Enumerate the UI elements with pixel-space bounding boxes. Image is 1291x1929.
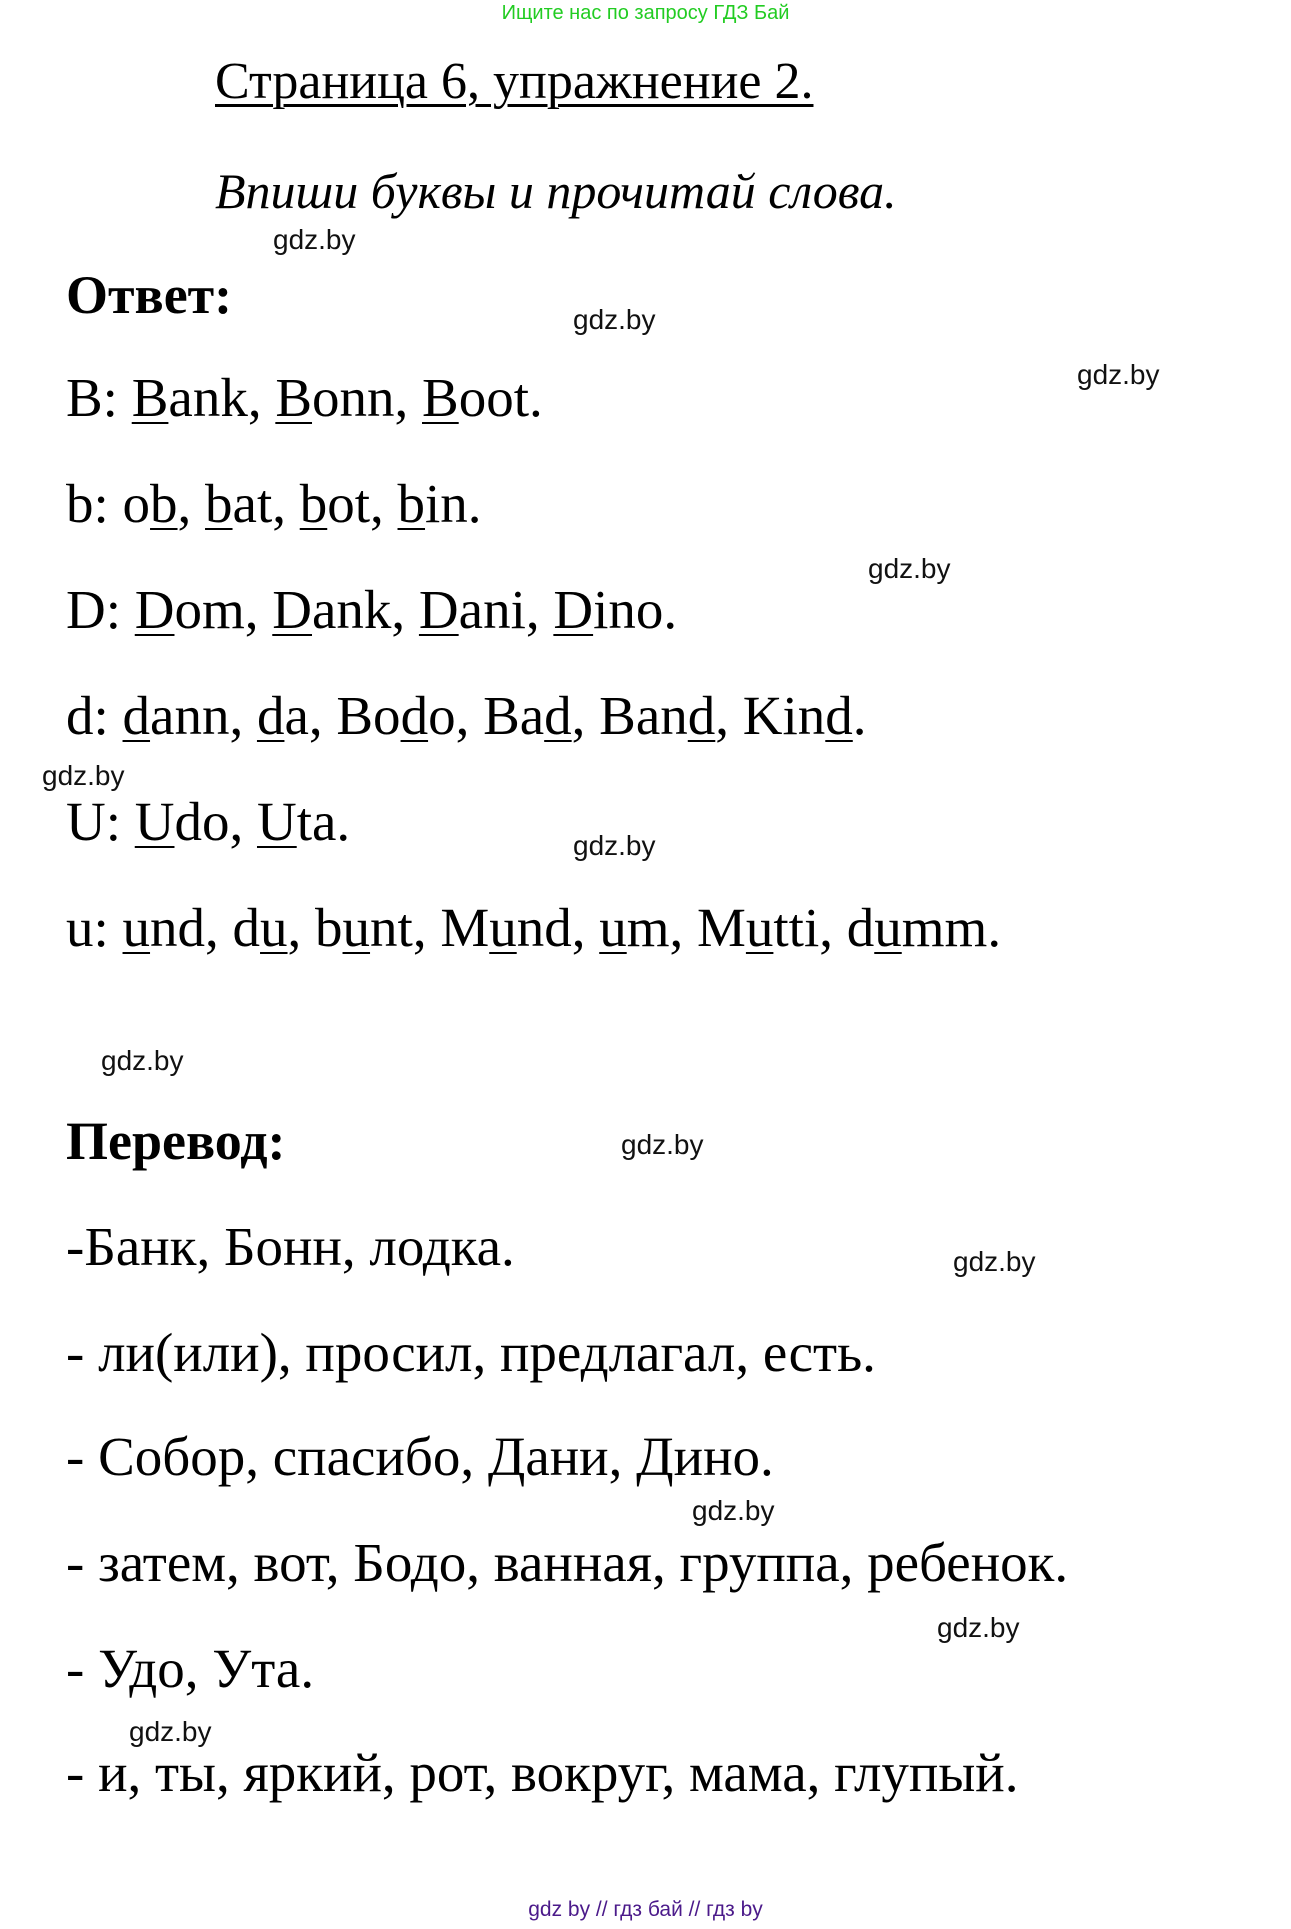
underlined-letter: d [825, 685, 853, 746]
watermark-text: gdz.by [573, 304, 656, 335]
underlined-letter: D [134, 579, 175, 640]
separator: , [308, 685, 337, 746]
word-suffix: nd [150, 897, 206, 958]
separator: , [525, 579, 554, 640]
answer-word [132, 367, 248, 428]
underlined-letter: b [205, 473, 233, 534]
line-label: d: [66, 685, 123, 746]
underlined-letter: b [299, 473, 328, 534]
line-end: . [987, 897, 1002, 958]
watermark-text: gdz.by [937, 1612, 1020, 1643]
word-prefix: b [315, 897, 343, 958]
answer-word [272, 579, 391, 640]
watermark-text: gdz.by [692, 1495, 775, 1526]
separator: , [391, 579, 419, 640]
separator: , [229, 791, 257, 852]
translation-line: - Собор, спасибо, Дани, Дино. [66, 1426, 774, 1487]
word-suffix: oot [458, 367, 529, 428]
separator: , [205, 897, 233, 958]
line-end: . [336, 791, 351, 852]
line-label: b: [66, 473, 123, 534]
word-suffix: ani [458, 579, 526, 640]
separator: , [244, 579, 273, 640]
underlined-letter: u [874, 897, 902, 958]
answer-word [599, 897, 669, 958]
answer-word [599, 685, 715, 746]
answer-word [257, 791, 336, 852]
word-prefix: Ba [483, 685, 545, 746]
underlined-letter: d [122, 685, 151, 746]
answer-word [336, 685, 455, 746]
underlined-letter: B [422, 367, 459, 428]
word-prefix: Bo [336, 685, 401, 746]
word-suffix: o [428, 685, 456, 746]
translation-line: - Удо, Ута. [66, 1638, 315, 1699]
answer-word [300, 473, 370, 534]
answer-word [398, 473, 468, 534]
word-suffix: ank [168, 367, 248, 428]
word-suffix: ino [593, 579, 664, 640]
word-suffix: nt [370, 897, 413, 958]
translation-line: -Банк, Бонн, лодка. [66, 1216, 515, 1277]
line-label: B: [66, 367, 132, 428]
separator: , [819, 897, 847, 958]
translation-heading: Перевод: [66, 1111, 286, 1171]
word-suffix: om [174, 579, 245, 640]
translation-line: - и, ты, яркий, рот, вокруг, мама, глупый. [66, 1742, 1019, 1803]
underlined-letter: d [544, 685, 572, 746]
word-suffix: ann [150, 685, 230, 746]
underlined-letter: b [397, 473, 426, 534]
line-end: . [528, 367, 543, 428]
underlined-letter: u [599, 897, 627, 958]
translation-line: - ли(или), просил, предлагал, есть. [66, 1322, 876, 1383]
answer-word [123, 473, 178, 534]
separator: , [571, 897, 600, 958]
line-label: U: [66, 791, 135, 852]
answer-word [275, 367, 394, 428]
answer-word [419, 579, 526, 640]
answer-heading: Ответ: [66, 265, 233, 325]
watermark-text: gdz.by [868, 553, 951, 584]
underlined-letter: B [131, 367, 169, 428]
watermark-text: gdz.by [129, 1716, 212, 1747]
word-prefix: d [846, 897, 875, 958]
underlined-letter: u [122, 897, 151, 958]
underlined-letter: d [400, 685, 429, 746]
footer-links[interactable]: gdz by // гдз бай // гдз by [528, 1898, 763, 1921]
underlined-letter: U [134, 791, 175, 852]
exercise-instruction: Впиши буквы и прочитай слова. [215, 163, 897, 219]
underlined-letter: D [272, 579, 312, 640]
answer-word [315, 897, 413, 958]
separator: , [455, 685, 484, 746]
answer-line [66, 472, 482, 535]
word-suffix: ot [327, 473, 371, 534]
answer-word [743, 685, 853, 746]
answer-word [257, 685, 309, 746]
separator: , [272, 473, 300, 534]
line-label: u: [66, 897, 123, 958]
word-prefix: Ban [599, 685, 688, 746]
line-end: . [852, 685, 867, 746]
word-prefix: M [440, 897, 490, 958]
answer-word [123, 685, 230, 746]
separator: , [394, 367, 423, 428]
word-prefix: d [232, 897, 261, 958]
word-prefix: M [697, 897, 746, 958]
answer-word [422, 367, 529, 428]
word-suffix: in [425, 473, 468, 534]
answer-line [66, 896, 1001, 959]
word-suffix: at [232, 473, 273, 534]
answer-line [66, 578, 677, 641]
answer-line [66, 366, 543, 429]
answer-word [205, 473, 272, 534]
separator: , [571, 685, 600, 746]
watermark-text: gdz.by [1077, 359, 1160, 390]
word-suffix: ta [296, 791, 337, 852]
underlined-letter: D [418, 579, 459, 640]
word-prefix: Kin [742, 685, 826, 746]
word-suffix: a [284, 685, 309, 746]
answer-line [66, 790, 350, 853]
underlined-letter: U [256, 791, 297, 852]
separator: , [287, 897, 316, 958]
answer-word [123, 897, 206, 958]
underlined-letter: B [275, 367, 313, 428]
watermark-text: gdz.by [953, 1246, 1036, 1277]
word-suffix: onn [312, 367, 395, 428]
separator: , [247, 367, 276, 428]
answer-word [233, 897, 288, 958]
answer-word [483, 685, 572, 746]
word-suffix: ank [312, 579, 392, 640]
word-suffix: m [626, 897, 670, 958]
word-prefix: o [122, 473, 151, 534]
underlined-letter: u [342, 897, 371, 958]
line-end: . [663, 579, 678, 640]
page-title: Страница 6, упражнение 2. [215, 53, 814, 110]
underlined-letter: b [150, 473, 178, 534]
word-suffix: mm [901, 897, 988, 958]
answer-word [553, 579, 663, 640]
answer-line [66, 684, 867, 747]
watermark-text: gdz.by [273, 224, 356, 255]
separator: , [370, 473, 398, 534]
underlined-letter: d [256, 685, 285, 746]
top-watermark-link[interactable]: Ищите нас по запросу ГДЗ Бай [501, 2, 790, 24]
line-end: . [467, 473, 482, 534]
watermark-text: gdz.by [101, 1045, 184, 1076]
answer-word [135, 579, 245, 640]
translation-line: - затем, вот, Бодо, ванная, группа, ребенок. [66, 1532, 1069, 1593]
word-suffix: tti [773, 897, 820, 958]
underlined-letter: u [489, 897, 517, 958]
underlined-letter: u [260, 897, 288, 958]
watermark-text: gdz.by [621, 1129, 704, 1160]
separator: , [412, 897, 441, 958]
watermark-text: gdz.by [42, 760, 125, 791]
underlined-letter: u [745, 897, 774, 958]
line-label: D: [66, 579, 135, 640]
answer-word [135, 791, 230, 852]
separator: , [229, 685, 257, 746]
answer-word [440, 897, 571, 958]
word-suffix: nd [516, 897, 572, 958]
underlined-letter: d [687, 685, 716, 746]
watermark-text: gdz.by [573, 830, 656, 861]
answer-word [847, 897, 988, 958]
answer-word [697, 897, 819, 958]
separator: , [669, 897, 697, 958]
word-suffix: do [174, 791, 230, 852]
separator: , [715, 685, 743, 746]
separator: , [177, 473, 206, 534]
underlined-letter: D [553, 579, 594, 640]
